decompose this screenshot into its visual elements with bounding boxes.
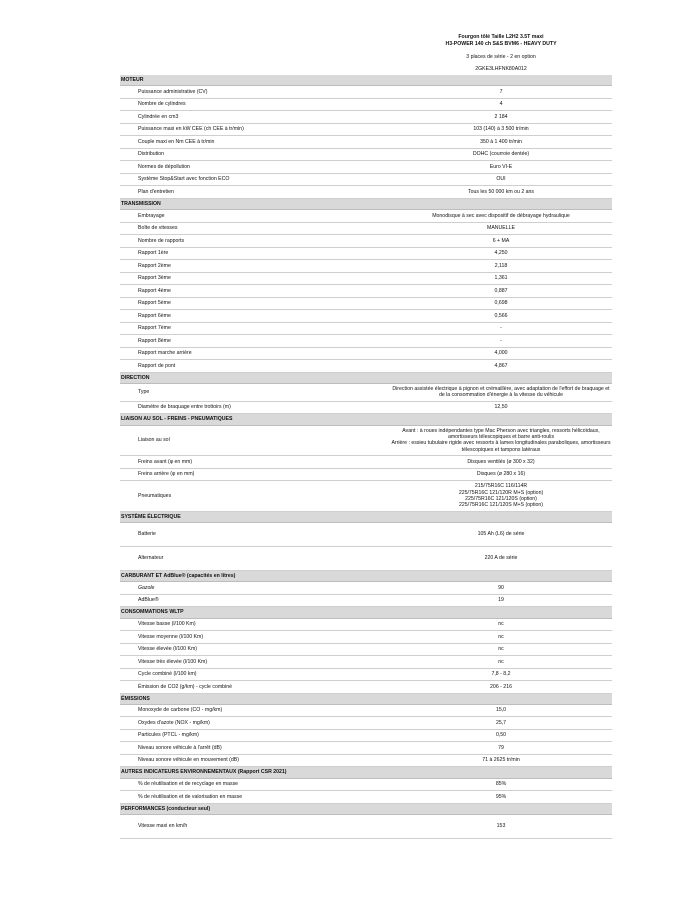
spec-row	[120, 347, 612, 360]
spec-label: Freins avant (φ en mm)	[120, 456, 390, 469]
spec-value: OUI	[390, 173, 612, 186]
model-title-line-1: Fourgon tôlé Taille L2H2 3.5T maxi	[458, 34, 544, 40]
section-header	[120, 607, 612, 618]
section-header	[120, 803, 612, 814]
section-header	[120, 511, 612, 522]
spec-row	[120, 729, 612, 742]
spec-row	[120, 111, 612, 124]
spec-value: 95%	[390, 791, 612, 804]
spec-row	[120, 247, 612, 260]
spec-label: Particules (PTCL - mg/km)	[120, 729, 390, 742]
spec-value: 206 - 216	[390, 681, 612, 694]
spec-label: Batterie	[120, 523, 390, 547]
spec-row	[120, 310, 612, 323]
spec-value: 0,887	[390, 285, 612, 298]
spec-label: Embrayage	[120, 210, 390, 223]
spec-label: Rapport de pont	[120, 360, 390, 373]
version-code: 2GKE3LHFNK80A012	[475, 66, 527, 72]
spec-row	[120, 98, 612, 111]
spec-row	[120, 468, 612, 481]
spec-label: Vitesse moyenne (l/100 Km)	[120, 631, 390, 644]
spec-row	[120, 754, 612, 767]
spec-value: 105 Ah (L6) de série	[390, 523, 612, 547]
spec-row	[120, 161, 612, 174]
spec-row	[120, 717, 612, 730]
section-title: DIRECTION	[120, 372, 612, 383]
spec-label: Émission de CO2 (g/km) - cycle combiné	[120, 681, 390, 694]
spec-value-line: 225/75R16C 121/120S M+S (option)	[458, 502, 544, 509]
spec-label: Gazole	[120, 582, 390, 595]
spec-value: 90	[390, 582, 612, 595]
spec-row	[120, 742, 612, 755]
spec-row	[120, 272, 612, 285]
spec-row	[120, 322, 612, 335]
spec-value: 1,361	[390, 272, 612, 285]
section-header	[120, 693, 612, 704]
spec-value: Disques (ø 280 x 16)	[390, 468, 612, 481]
spec-row	[120, 681, 612, 694]
spec-label: Diamètre de braquage entre trottoirs (m)	[120, 401, 390, 414]
section-title: SYSTÈME ÉLECTRIQUE	[120, 511, 612, 522]
spec-label: Rapport 4ème	[120, 285, 390, 298]
spec-value: 79	[390, 742, 612, 755]
spec-table	[120, 75, 612, 839]
spec-value: 85%	[390, 778, 612, 791]
section-title: MOTEUR	[120, 75, 612, 86]
spec-label: Puissance maxi en kW CEE (ch CEE à tr/min)	[120, 123, 390, 136]
spec-value: Tous les 50 000 km ou 2 ans	[390, 186, 612, 199]
spec-label: Rapport 7ème	[120, 322, 390, 335]
spec-value: 2,118	[390, 260, 612, 273]
spec-value-line: 225/75R16C 121/120S (option)	[465, 495, 537, 502]
spec-label: Boîte de vitesses	[120, 222, 390, 235]
document-header	[390, 34, 612, 75]
spec-value: 2 184	[390, 111, 612, 124]
spec-row	[120, 86, 612, 99]
spec-value: nc	[390, 618, 612, 631]
spec-label: Rapport 1ère	[120, 247, 390, 260]
section-title: TRANSMISSION	[120, 198, 612, 209]
spec-value: 15,0	[390, 704, 612, 717]
spec-label: Rapport marche arrière	[120, 347, 390, 360]
spec-label: Système Stop&Start avec fonction ECO	[120, 173, 390, 186]
spec-label: Cycle combiné (l/100 km)	[120, 668, 390, 681]
spec-label: Alternateur	[120, 547, 390, 571]
section-header	[120, 372, 612, 383]
section-title: CONSOMMATIONS WLTP	[120, 607, 612, 618]
spec-label: Puissance administrative (CV)	[120, 86, 390, 99]
spec-row	[120, 383, 612, 401]
spec-value: nc	[390, 643, 612, 656]
spec-row	[120, 456, 612, 469]
model-title-line-2: H3-POWER 140 ch S&S BVM6 - HEAVY DUTY	[445, 41, 557, 47]
spec-value	[390, 425, 612, 456]
section-header	[120, 767, 612, 778]
spec-label: Rapport 5ème	[120, 297, 390, 310]
section-header	[120, 571, 612, 582]
spec-value: 0,50	[390, 729, 612, 742]
spec-value: 4,867	[390, 360, 612, 373]
spec-value-line: 215/75R16C 116/114R	[474, 483, 528, 490]
spec-value-line: Arrière : essieu tubulaire rigide avec ressorts à lames longitudinales paraboliques, amortisseurs télescopiques et tampons latéraux	[391, 440, 611, 453]
spec-label: Pneumatiques	[120, 481, 390, 512]
spec-value: 7	[390, 86, 612, 99]
spec-row	[120, 815, 612, 839]
spec-row	[120, 173, 612, 186]
spec-label: Nombre de rapports	[120, 235, 390, 248]
spec-label: Nombre de cylindres	[120, 98, 390, 111]
spec-row	[120, 547, 612, 571]
spec-value: -	[390, 335, 612, 348]
spec-row	[120, 136, 612, 149]
spec-row	[120, 778, 612, 791]
spec-row	[120, 401, 612, 414]
spec-label: Vitesse élevée (l/100 Km)	[120, 643, 390, 656]
section-title: LIAISON AU SOL - FREINS - PNEUMATIQUES	[120, 414, 612, 425]
spec-row	[120, 618, 612, 631]
spec-value: 4	[390, 98, 612, 111]
spec-value: 12,50	[390, 401, 612, 414]
spec-label: Couple maxi en Nm CEE à tr/min	[120, 136, 390, 149]
spec-label: Oxydes d'azote (NOX - mg/km)	[120, 717, 390, 730]
spec-row	[120, 656, 612, 669]
spec-row	[120, 123, 612, 136]
spec-row	[120, 222, 612, 235]
spec-label: Niveau sonore véhicule à l'arrêt (dB)	[120, 742, 390, 755]
spec-value-line: 225/75R16C 121/120R M+S (option)	[458, 489, 544, 496]
spec-value: 4,000	[390, 347, 612, 360]
spec-row	[120, 631, 612, 644]
spec-label: Monoxyde de carbone (CO - mg/km)	[120, 704, 390, 717]
spec-row	[120, 425, 612, 456]
spec-value: 7,8 - 8,2	[390, 668, 612, 681]
section-title: CARBURANT ET AdBlue® (capacités en litres)	[120, 571, 612, 582]
spec-row	[120, 668, 612, 681]
spec-label: % de réutilisation et de valorisation en masse	[120, 791, 390, 804]
spec-row	[120, 481, 612, 512]
spec-label: Distribution	[120, 148, 390, 161]
section-title: ÉMISSIONS	[120, 693, 612, 704]
spec-row	[120, 186, 612, 199]
spec-value: 25,7	[390, 717, 612, 730]
spec-value: DOHC (courroie dentée)	[390, 148, 612, 161]
spec-label: % de réutilisation et de recyclage en masse	[120, 778, 390, 791]
spec-value: 103 (140) à 3 500 tr/min	[390, 123, 612, 136]
spec-row	[120, 297, 612, 310]
section-title: PERFORMANCES (conducteur seul)	[120, 803, 612, 814]
spec-label: Rapport 6ème	[120, 310, 390, 323]
spec-label: Niveau sonore véhicule en mouvement (dB)	[120, 754, 390, 767]
spec-row	[120, 704, 612, 717]
spec-label: AdBlue®	[120, 594, 390, 607]
spec-row	[120, 594, 612, 607]
spec-value: 0,566	[390, 310, 612, 323]
section-header	[120, 75, 612, 86]
spec-label: Vitesse très élevée (l/100 Km)	[120, 656, 390, 669]
spec-label: Rapport 2ème	[120, 260, 390, 273]
spec-label: Freins arrière (φ en mm)	[120, 468, 390, 481]
spec-value: 0,698	[390, 297, 612, 310]
spec-value: 4,250	[390, 247, 612, 260]
spec-value-line: Avant : à roues indépendantes type Mac Pherson avec triangles, ressorts hélicoïdaux, amortisseurs télescopiques et barre anti-roulis	[402, 427, 600, 440]
spec-row	[120, 582, 612, 595]
section-title: AUTRES INDICATEURS ENVIRONNEMENTAUX (Rapport CSR 2021)	[120, 767, 612, 778]
spec-value: 71 à 2625 tr/min	[390, 754, 612, 767]
spec-value: -	[390, 322, 612, 335]
spec-value: 220 A de série	[390, 547, 612, 571]
spec-row	[120, 148, 612, 161]
spec-label: Type	[120, 383, 390, 401]
spec-value: nc	[390, 631, 612, 644]
spec-value: Euro VI-E	[390, 161, 612, 174]
spec-label: Liaison au sol	[120, 425, 390, 456]
spec-label: Cylindrée en cm3	[120, 111, 390, 124]
spec-label: Rapport 8ème	[120, 335, 390, 348]
spec-value: Monodisque à sec avec dispositif de débrayage hydraulique	[390, 210, 612, 223]
spec-row	[120, 791, 612, 804]
spec-row	[120, 360, 612, 373]
spec-label: Rapport 3ème	[120, 272, 390, 285]
spec-value: 19	[390, 594, 612, 607]
spec-label: Normes de dépollution	[120, 161, 390, 174]
spec-row	[120, 235, 612, 248]
spec-value: MANUELLE	[390, 222, 612, 235]
spec-value: 153	[390, 815, 612, 839]
spec-value: Direction assistée électrique à pignon et crémaillère, avec adaptation de l'effort de braquage et de la consommation d'énergie à la vitesse du véhicule	[390, 383, 612, 401]
spec-sheet	[120, 34, 612, 839]
spec-value: 6 + MA	[390, 235, 612, 248]
spec-row	[120, 523, 612, 547]
seats-info: 3 places de série - 2 en option	[466, 54, 536, 60]
spec-label: Vitesse maxi en km/h	[120, 815, 390, 839]
spec-value: 350 à 1 400 tr/min	[390, 136, 612, 149]
spec-label: Plan d'entretien	[120, 186, 390, 199]
spec-label: Vitesse basse (l/100 Km)	[120, 618, 390, 631]
spec-row	[120, 285, 612, 298]
spec-row	[120, 260, 612, 273]
spec-value	[390, 481, 612, 512]
section-header	[120, 198, 612, 209]
spec-row	[120, 643, 612, 656]
spec-value: Disques ventilés (ø 300 x 32)	[390, 456, 612, 469]
spec-row	[120, 210, 612, 223]
section-header	[120, 414, 612, 425]
spec-row	[120, 335, 612, 348]
spec-value: nc	[390, 656, 612, 669]
